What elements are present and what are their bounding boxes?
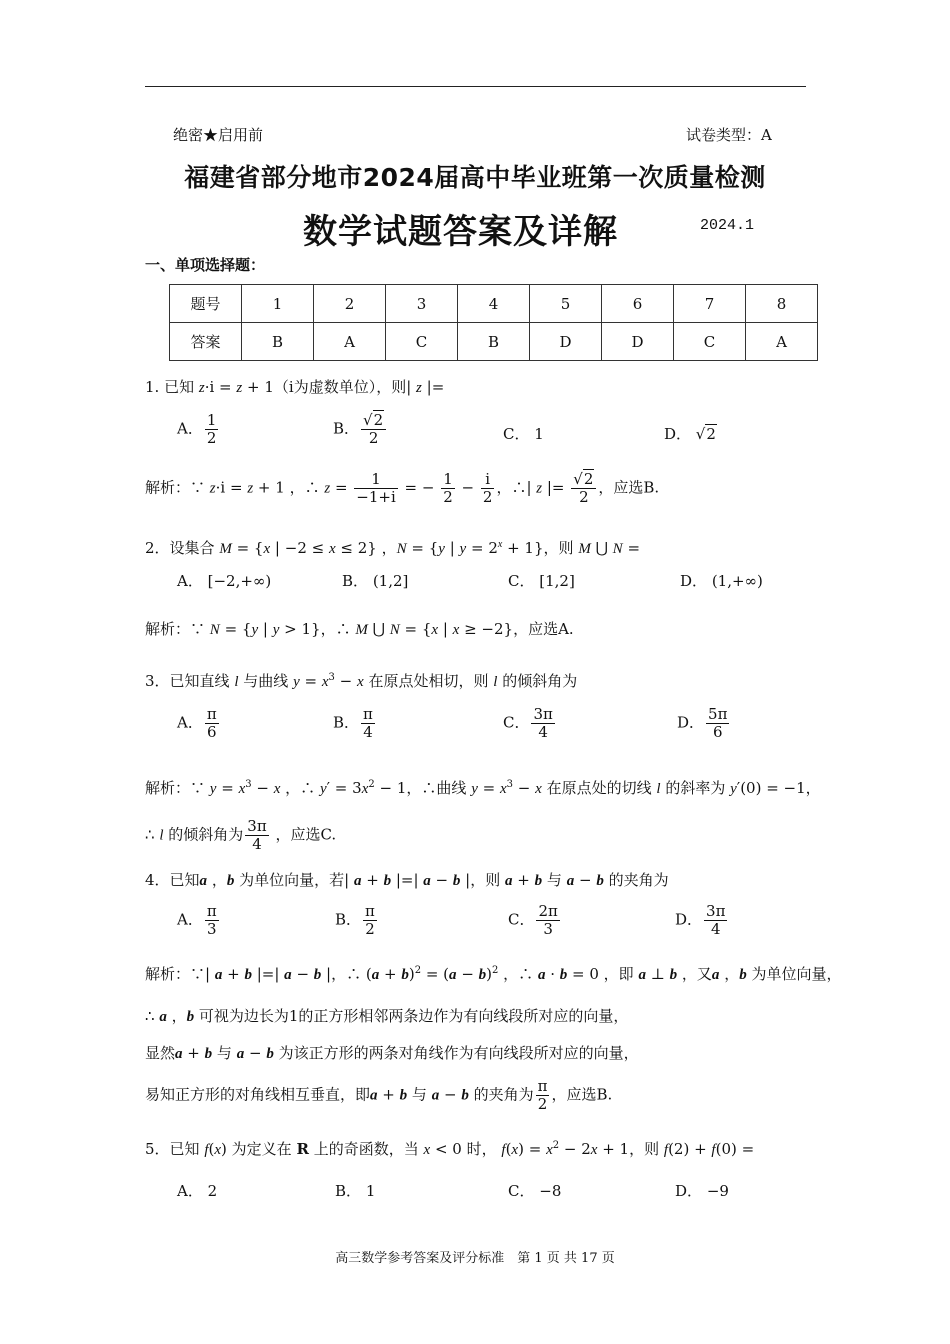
question-4-stem: 4．已知a ，b 为单位向量，若| a + b |=| a − b |，则 a + b 与 a − b 的夹角为 xyxy=(145,871,669,889)
q2-option-c: C． [1,2] xyxy=(508,572,575,590)
table-cell: 3 xyxy=(386,285,458,323)
q5-option-b: B． 1 xyxy=(335,1182,376,1200)
top-rule xyxy=(145,86,806,87)
table-cell: B xyxy=(458,323,530,361)
answer-table xyxy=(169,284,818,361)
table-cell: 5 xyxy=(530,285,602,323)
table-cell: B xyxy=(242,323,314,361)
page-title: 福建省部分地市2024届高中毕业班第一次质量检测 xyxy=(184,163,766,192)
q2-option-b: B． (1,2] xyxy=(342,572,409,590)
section-title: 一、单项选择题： xyxy=(145,256,266,274)
q4-solution: 解析：∵| a + b |=| a − b |，∴ $(a + b)^2 = (a - b)^2$ ，∴ a · b = 0 ，即 a ⊥ b ，又a ，b 为单位向量， xyxy=(145,965,842,983)
table-cell: D xyxy=(602,323,674,361)
question-2-stem: 2．设集合 M = {x | −2 ≤ x ≤ 2} ，N = {y | $y = 2^x + 1$}，则 M ⋃ N = xyxy=(145,539,641,557)
page-footer: 高三数学参考答案及评分标准 第 1 页 共 17 页 xyxy=(335,1251,615,1266)
q4-solution-line4: 易知正方形的对角线相互垂直，即a + b 与 a − b 的夹角为 $\frac{\pi}{2}$ ，应选B. xyxy=(145,1077,613,1113)
q2-option-a: A． [−2,+∞) xyxy=(177,572,272,590)
table-cell: 7 xyxy=(674,285,746,323)
q4-solution-line3: 显然a + b 与 a − b 为该正方形的两条对角线作为有向线段所对应的向量， xyxy=(145,1044,639,1062)
table-row xyxy=(170,323,818,361)
q1-option-d: D． √2 xyxy=(664,425,716,443)
table-cell: 1 xyxy=(242,285,314,323)
paper-type: 试卷类型：A xyxy=(686,126,772,144)
q4-option-a: A． $\frac{\pi}{3}$ xyxy=(177,902,217,938)
q3-solution: 解析：∵ $y = x^3 - x$ ，∴ $y' = 3x^2 - 1$，∴曲线 $y = x^3 - x$ 在原点处的切线 l 的斜率为 y′(0) = −1， xyxy=(145,779,821,797)
table-cell: 6 xyxy=(602,285,674,323)
q1-solution: 解析：∵ z·i = z + 1 ，∴ z = $\frac{1}{-1+i}$ = − $\frac{1}{2}$ − $\frac{i}{2}$ ，∴| z |= $\frac{√2}{2}$ ，应选B. xyxy=(145,470,660,506)
q4-option-b: B． $\frac{\pi}{2}$ xyxy=(335,902,375,938)
table-row xyxy=(170,285,818,323)
table-cell: 2 xyxy=(314,285,386,323)
q3-option-a: A． $\frac{\pi}{6}$ xyxy=(177,705,217,741)
q2-option-d: D． (1,+∞) xyxy=(680,572,763,590)
table-cell: A xyxy=(746,323,818,361)
table-cell: 4 xyxy=(458,285,530,323)
secret-label: 绝密★启用前 xyxy=(173,126,264,144)
row-label: 答案 xyxy=(170,323,242,361)
q4-solution-line2: ∴ a ，b 可视为边长为1的正方形相邻两条边作为有向线段所对应的向量， xyxy=(145,1007,629,1025)
q5-option-d: D． −9 xyxy=(675,1182,729,1200)
question-3-stem: 3．已知直线 l 与曲线 $y = x^3 - x$ 在原点处相切，则 l 的倾斜角为 xyxy=(145,672,578,690)
q3-option-b: B． $\frac{\pi}{4}$ xyxy=(333,705,373,741)
table-cell: 8 xyxy=(746,285,818,323)
q4-option-d: D． $\frac{3\pi}{4}$ xyxy=(675,902,726,938)
q1-option-b: B． $\frac{√2}{2}$ xyxy=(333,412,388,447)
question-1-stem: 1. 已知 z·i = z + 1（i为虚数单位），则| z |= xyxy=(145,378,445,396)
table-cell: C xyxy=(386,323,458,361)
q1-option-a: A． $\frac{1}{2}$ xyxy=(177,411,217,447)
q4-option-c: C． $\frac{2\pi}{3}$ xyxy=(508,902,558,938)
table-cell: D xyxy=(530,323,602,361)
page-subtitle: 数学试题答案及详解 xyxy=(303,212,618,252)
q5-option-c: C． −8 xyxy=(508,1182,562,1200)
question-5-stem: 5．已知 f(x) 为定义在 R 上的奇函数，当 x < 0 时， $f(x) = x^2 - 2x + 1$，则 f(2) + f(0) = xyxy=(145,1140,755,1158)
table-cell: C xyxy=(674,323,746,361)
row-label: 题号 xyxy=(170,285,242,323)
exam-date: 2024.1 xyxy=(700,217,755,234)
q3-option-d: D． $\frac{5\pi}{6}$ xyxy=(677,705,728,741)
q2-solution: 解析：∵ N = {y | y > 1}，∴ M ⋃ N = {x | x ≥ −2}，应选A. xyxy=(145,620,574,638)
q3-option-c: C． $\frac{3\pi}{4}$ xyxy=(503,705,553,741)
table-cell: A xyxy=(314,323,386,361)
q3-solution-cont: ∴ l 的倾斜角为 $\frac{3\pi}{4}$ ，应选C. xyxy=(145,817,337,853)
q1-option-c: C． 1 xyxy=(503,425,544,443)
q5-option-a: A． 2 xyxy=(177,1182,218,1200)
